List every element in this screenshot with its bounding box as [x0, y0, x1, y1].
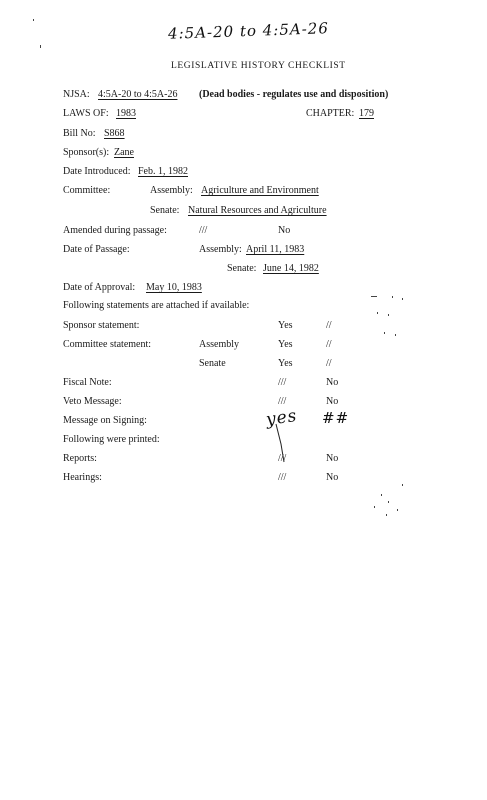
- bill-no-label: Bill No:: [63, 128, 96, 139]
- veto-message-yes-mark: ///: [278, 396, 287, 407]
- scan-speck: [384, 332, 385, 334]
- laws-of-value: 1983: [116, 108, 136, 119]
- passage-assembly-label: Assembly:: [199, 244, 242, 255]
- sponsor-value: Zane: [114, 147, 134, 158]
- chapter-label: CHAPTER:: [306, 108, 355, 119]
- committee-statement-senate-yes: Yes: [278, 358, 293, 369]
- committee-assembly-value: Agriculture and Environment: [201, 185, 319, 196]
- njsa-value: 4:5A-20 to 4:5A-26: [98, 89, 178, 100]
- scan-speck: [388, 314, 389, 316]
- passage-senate-label: Senate:: [227, 263, 257, 274]
- reports-yes-mark: ///: [278, 453, 287, 464]
- sponsor-statement-no-mark: //: [326, 320, 332, 331]
- fiscal-note-label: Fiscal Note:: [63, 377, 112, 388]
- njsa-label: NJSA:: [63, 89, 90, 100]
- scan-speck: [402, 298, 403, 300]
- reports-no: No: [326, 453, 339, 464]
- njsa-subject: (Dead bodies - regulates use and disposition): [199, 89, 389, 100]
- passage-label: Date of Passage:: [63, 244, 130, 255]
- approval-label: Date of Approval:: [63, 282, 136, 293]
- scan-speck: [33, 19, 34, 21]
- scan-speck: [388, 501, 389, 503]
- scan-speck: [377, 312, 378, 314]
- veto-message-no: No: [326, 396, 339, 407]
- amended-label: Amended during passage:: [63, 225, 167, 236]
- date-introduced-label: Date Introduced:: [63, 166, 131, 177]
- hearings-yes-mark: ///: [278, 472, 287, 483]
- scan-speck: [374, 506, 375, 508]
- committee-statement-senate-label: Senate: [199, 358, 226, 369]
- committee-statement-assembly-yes: Yes: [278, 339, 293, 350]
- message-signing-yes-handwritten: yes: [264, 405, 299, 431]
- scan-speck: [386, 514, 387, 516]
- scan-speck: [371, 296, 377, 297]
- committee-statement-assembly-label: Assembly: [199, 339, 239, 350]
- date-introduced-value: Feb. 1, 1982: [138, 166, 188, 177]
- scan-speck: [392, 296, 393, 298]
- amended-yes-mark: ///: [199, 225, 208, 236]
- passage-assembly-value: April 11, 1983: [246, 244, 305, 255]
- veto-message-label: Veto Message:: [63, 396, 122, 407]
- committee-statement-label: Committee statement:: [63, 339, 152, 350]
- hearings-label: Hearings:: [63, 472, 102, 483]
- message-signing-no-handwritten: ##: [322, 409, 350, 427]
- following-printed-text: Following were printed:: [63, 434, 160, 445]
- amended-no: No: [278, 225, 291, 236]
- fiscal-note-no: No: [326, 377, 339, 388]
- chapter-value: 179: [359, 108, 374, 119]
- approval-value: May 10, 1983: [146, 282, 202, 293]
- committee-senate-value: Natural Resources and Agriculture: [188, 205, 327, 216]
- scan-speck: [381, 494, 382, 496]
- scan-speck: [402, 484, 403, 486]
- passage-senate-value: June 14, 1982: [263, 263, 319, 274]
- committee-label: Committee:: [63, 185, 111, 196]
- handwritten-title: 4:5A-20 to 4:5A-26: [167, 19, 330, 43]
- page-title: LEGISLATIVE HISTORY CHECKLIST: [171, 61, 346, 71]
- sponsor-label: Sponsor(s):: [63, 147, 110, 158]
- committee-statement-assembly-no-mark: //: [326, 339, 332, 350]
- following-attached-text: Following statements are attached if available:: [63, 300, 250, 311]
- committee-statement-senate-no-mark: //: [326, 358, 332, 369]
- bill-no-value: S868: [104, 128, 125, 139]
- sponsor-statement-yes: Yes: [278, 320, 293, 331]
- committee-assembly-label: Assembly:: [150, 185, 193, 196]
- committee-senate-label: Senate:: [150, 205, 180, 216]
- laws-of-label: LAWS OF:: [63, 108, 109, 119]
- sponsor-statement-label: Sponsor statement:: [63, 320, 140, 331]
- scan-speck: [395, 334, 396, 336]
- scan-speck: [40, 45, 41, 48]
- scan-speck: [397, 509, 398, 511]
- reports-label: Reports:: [63, 453, 97, 464]
- fiscal-note-yes-mark: ///: [278, 377, 287, 388]
- message-signing-label: Message on Signing:: [63, 415, 147, 426]
- hearings-no: No: [326, 472, 339, 483]
